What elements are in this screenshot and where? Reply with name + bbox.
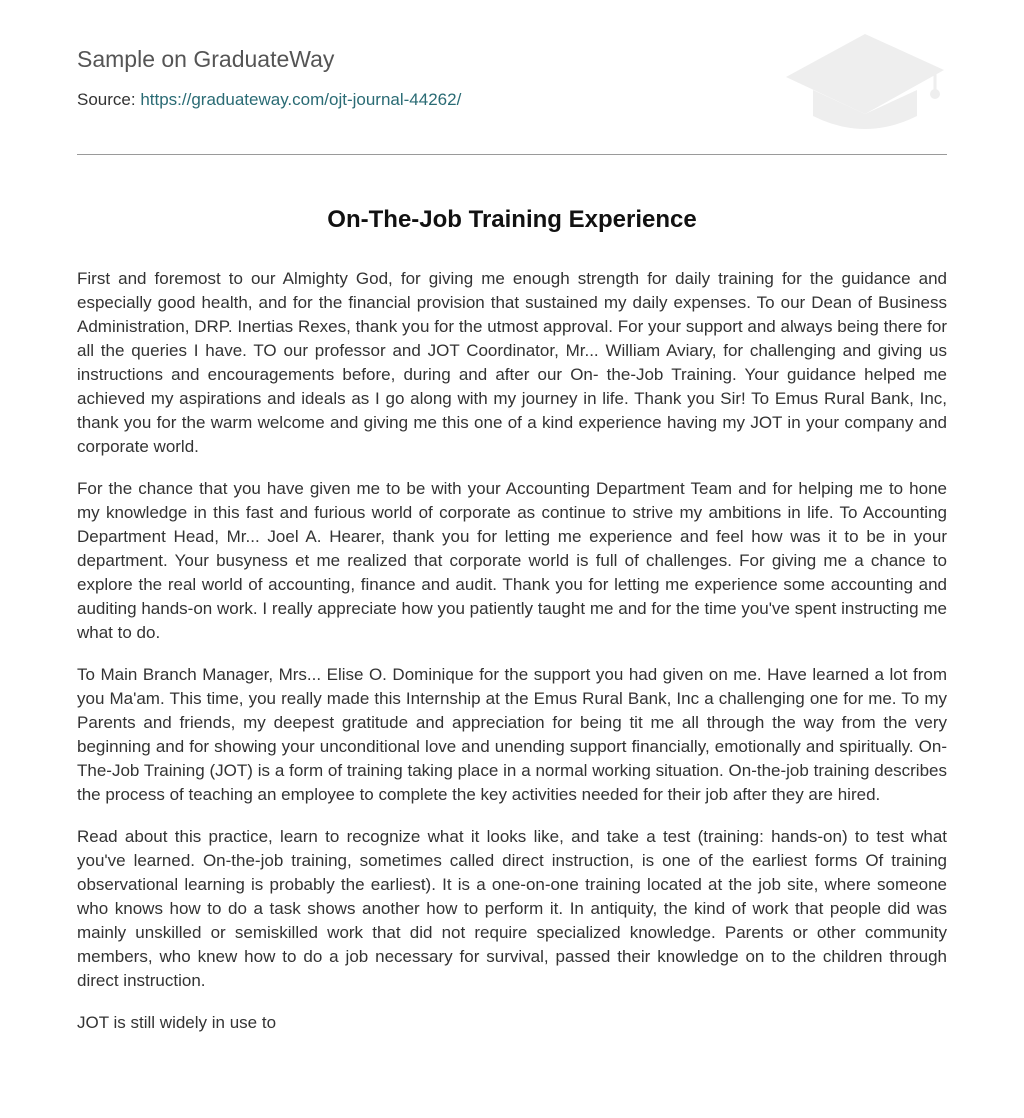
site-title: Sample on GraduateWay (77, 46, 335, 72)
paragraph: To Main Branch Manager, Mrs... Elise O. Dominique for the support you had given on me. Have learned a lot from you Ma'am. This time, you really made this Internship at the Emus Rural Bank, Inc a challenging one for me. To my Parents and friends, my deepest gratitude and appreciation for being tit me all through the way from the very beginning and for showing your unconditional love and unending support financially, emotionally and spiritually. On-The-Job Training (JOT) is a form of training taking place in a normal working situation. On-the-job training describes the process of teaching an employee to complete the key activities needed for their job after they are hired. (77, 665, 947, 804)
paragraph-truncated: JOT is still widely in use to (77, 1013, 277, 1032)
document-title: On-The-Job Training Experience (327, 206, 697, 233)
source-label: Source: (77, 90, 136, 109)
document-body (77, 267, 947, 1053)
paragraph: First and foremost to our Almighty God, for giving me enough strength for daily training for the guidance and especially good health, and for the financial provision that sustained my daily expenses. To our Dean of Business Administration, DRP. Inertias Rexes, thank you for the utmost approval. For your support and always being there for all the queries I have. TO our professor and JOT Coordinator, Mr... William Aviary, for challenging and giving us instructions and encouragements before, during and after our On- the-Job Training. Your guidance helped me achieved my aspirations and ideals as I go along with my journey in life. Thank you Sir! To Emus Rural Bank, Inc, thank you for the warm welcome and giving me this one of a kind experience having my JOT in your company and corporate world. (77, 269, 947, 456)
paragraph: Read about this practice, learn to recognize what it looks like, and take a test (training: hands-on) to test what you've learned. On-the-job training, sometimes called direct instruction, is one of the earliest forms Of training observational learning is probably the earliest). It is a one-on-one training located at the job site, where someone who knows how to do a task shows another how to perform it. In antiquity, the kind of work that people did was mainly unskilled or semiskilled work that did not require specialized knowledge. Parents or other community members, who knew how to do a job necessary for survival, passed their knowledge on to the children through direct instruction. (77, 827, 947, 990)
header-divider (77, 154, 947, 155)
graduation-cap-icon (780, 30, 950, 134)
paragraph: For the chance that you have given me to be with your Accounting Department Team and for helping me to hone my knowledge in this fast and furious world of corporate as continue to strive my ambitions in life. To Accounting Department Head, Mr... Joel A. Hearer, thank you for letting me experience and feel how was it to be in your department. Your busyness et me realized that corporate world is full of challenges. For giving me a chance to explore the real world of accounting, finance and audit. Thank you for letting me experience some accounting and auditing hands-on work. I really appreciate how you patiently taught me and for the time you've spent instructing me what to do. (77, 479, 947, 642)
source-line (77, 89, 461, 111)
source-link[interactable]: https://graduateway.com/ojt-journal-44262/ (140, 90, 462, 109)
